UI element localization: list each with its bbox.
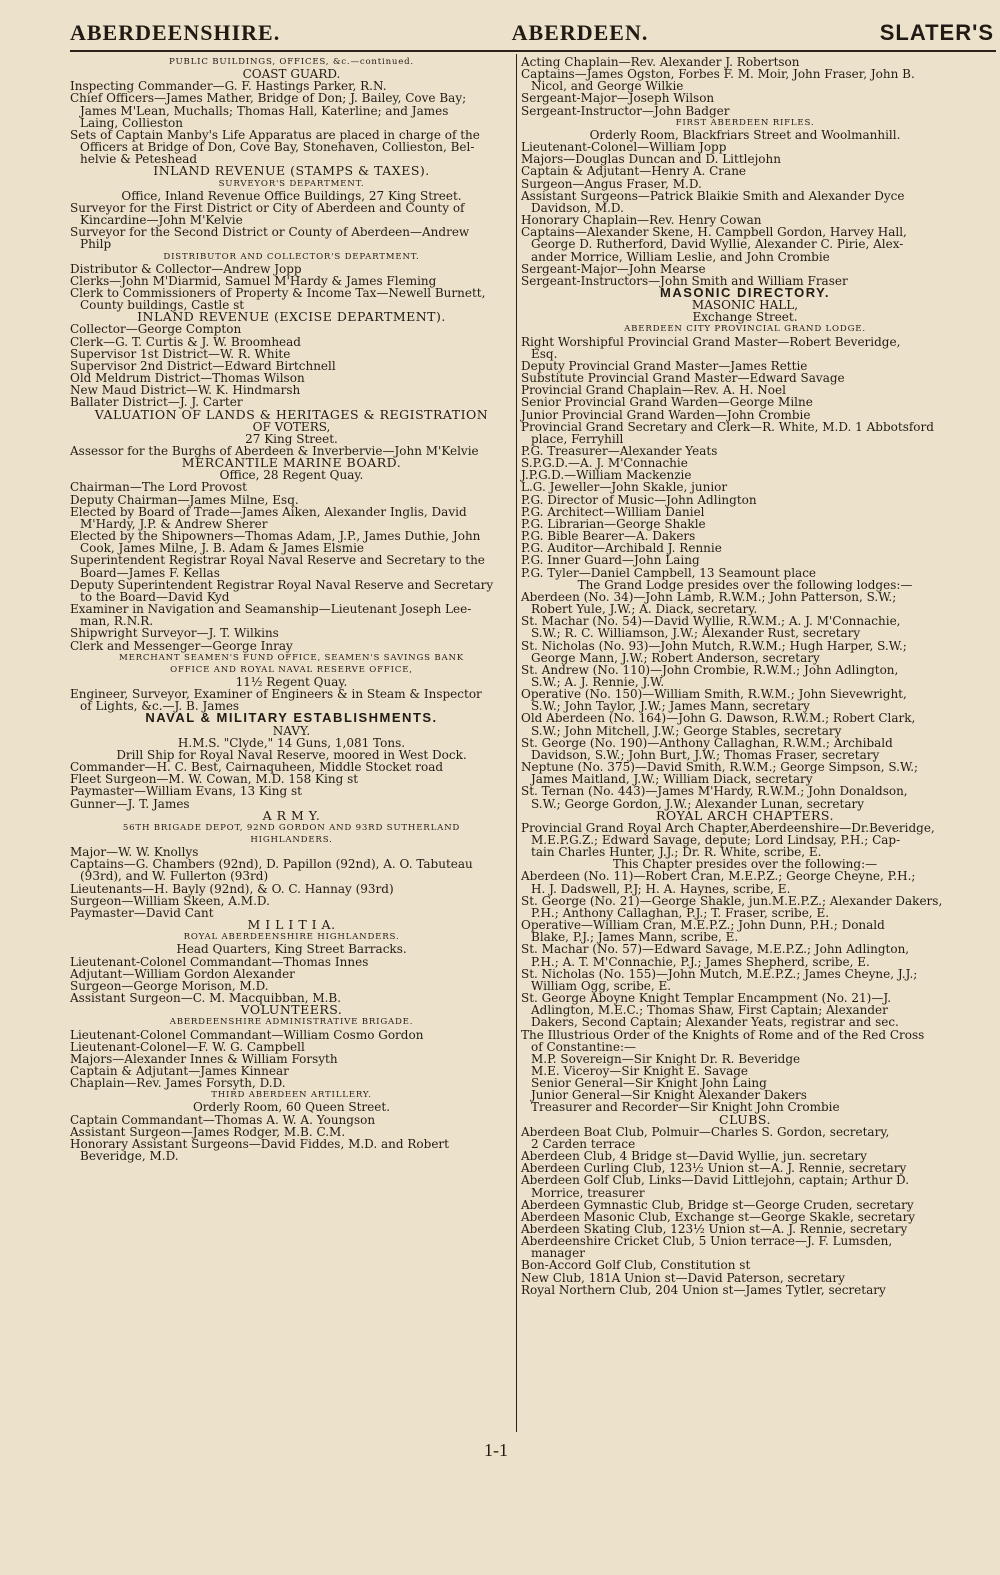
section-heading: ROYAL ARCH CHAPTERS. [656, 807, 834, 823]
entry-line: George D. Rutherford, David Wyllie, Alexander C. Pirie, Alex- [531, 237, 904, 252]
entry-line: Lieutenant-Colonel—F. W. G. Campbell [70, 1039, 305, 1054]
entry-line: Orderly Room, Blackfriars Street and Woolmanhill. [589, 127, 901, 142]
subheading: ROYAL ABERDEENSHIRE HIGHLANDERS. [183, 932, 400, 943]
entry-line: Adjutant—William Gordon Alexander [70, 966, 295, 981]
entry-line: Substitute Provincial Grand Master—Edward Savage [521, 371, 845, 386]
entry-line: Junior Provincial Grand Warden—John Crombie [521, 407, 811, 422]
section-heading: MASONIC DIRECTORY. [659, 284, 830, 300]
entry-line: P.H.; A. T. M'Connachie, P.J.; James Shepherd, scribe, E. [531, 954, 870, 969]
entry-line: James Maitland, J.W.; William Diack, secretary [531, 772, 813, 787]
entry-line: S.W.; John Taylor, J.W.; James Mann, secretary [531, 699, 810, 714]
entry-line: Supervisor 1st District—W. R. White [70, 346, 291, 361]
entry-line: Lieutenant-Colonel Commandant—Thomas Innes [70, 954, 369, 969]
entry-line: Collector—George Compton [70, 322, 242, 337]
entry-line: Orderly Room, 60 Queen Street. [192, 1100, 391, 1115]
entry-line: (93rd), and W. Fullerton (93rd) [80, 869, 269, 884]
entry-line: Treasurer and Recorder—Sir Knight John Crombie [531, 1100, 840, 1115]
section-heading: NAVAL & MILITARY ESTABLISHMENTS. [145, 710, 438, 726]
entry-line: Operative (No. 150)—William Smith, R.W.M.; John Sievewright, [521, 687, 907, 702]
entry-line: Sergeant-Instructor—John Badger [521, 103, 730, 118]
header-town: ABERDEEN. [511, 20, 649, 45]
entry-line: P.G. Inner Guard—John Laing [521, 553, 700, 568]
entry-line: COAST GUARD. [242, 67, 341, 82]
entry-line: M'Hardy, J.P. & Andrew Sherer [80, 516, 268, 531]
entry-line: Aberdeen Skating Club, 123½ Union st—A. J. Rennie, secretary [521, 1222, 908, 1236]
entry-line: Aberdeen (No. 34)—John Lamb, R.W.M.; John Patterson, S.W.; [521, 589, 897, 604]
entry-line: Dakers, Second Captain; Alexander Yeats, registrar and sec. [531, 1015, 899, 1030]
entry-line: P.G. Bible Bearer—A. Dakers [521, 529, 696, 544]
entry-line: Lieutenants—H. Bayly (92nd), & O. C. Hannay (93rd) [70, 881, 394, 896]
subheading: FIRST ABERDEEN RIFLES. [675, 117, 815, 128]
entry-line: Old Aberdeen (No. 164)—John G. Dawson, R.W.M.; Robert Clark, [521, 711, 916, 726]
entry-line: Examiner in Navigation and Seamanship—Lieutenant Joseph Lee- [70, 602, 472, 617]
entry-line: Assessor for the Burghs of Aberdeen & Inverbervie—John M'Kelvie [70, 444, 479, 458]
entry-line: tain Charles Hunter, J.J.; Dr. R. White, scribe, E. [531, 845, 822, 860]
entry-line: Captains—G. Chambers (92nd), D. Papillon (92nd), A. O. Tabuteau [70, 857, 473, 872]
entry-line: Philp [80, 237, 112, 252]
entry-line: Beveridge, M.D. [80, 1149, 179, 1164]
entry-line: Cook, James Milne, J. B. Adam & James Elsmie [80, 541, 365, 556]
subheading: OFFICE AND ROYAL NAVAL RESERVE OFFICE, [170, 664, 413, 675]
entry-line: Ballater District—J. J. Carter [70, 395, 243, 410]
entry-line: Sergeant-Instructors—John Smith and William Fraser [521, 273, 848, 288]
entry-line: The Illustrious Order of the Knights of Rome and of the Red Cross [521, 1027, 925, 1042]
entry-line: Neptune (No. 375)—David Smith, R.W.M.; George Simpson, S.W.; [521, 760, 919, 775]
entry-line: Surgeon—Angus Fraser, M.D. [521, 176, 702, 191]
entry-line: Deputy Provincial Grand Master—James Rettie [521, 358, 808, 373]
entry-line: Clerk to Commissioners of Property & Income Tax—Newell Burnett, [70, 285, 486, 300]
entry-line: The Grand Lodge presides over the following lodges:— [577, 577, 913, 592]
entry-line: P.G. Architect—William Daniel [521, 504, 705, 519]
entry-line: Clerk and Messenger—George Inray [70, 638, 293, 653]
entry-line: Sergeant-Major—Joseph Wilson [521, 91, 715, 106]
header-rule [70, 50, 996, 52]
entry-line: Assistant Surgeon—James Rodger, M.B. C.M. [70, 1124, 346, 1139]
entry-line: H. J. Dadswell, P.J; H. A. Haynes, scribe, E. [531, 881, 791, 896]
entry-line: Senior Provincial Grand Warden—George Milne [521, 395, 813, 410]
entry-line: Captain & Adjutant—Henry A. Crane [521, 164, 747, 179]
entry-line: Distributor & Collector—Andrew Jopp [70, 261, 302, 276]
entry-line: L.G. Jeweller—John Skakle, junior [521, 480, 728, 495]
entry-line: Surgeon—William Skeen, A.M.D. [70, 893, 270, 908]
section-heading: INLAND REVENUE (STAMPS & TAXES). [153, 163, 430, 179]
entry-line: Davidson, M.D. [531, 200, 624, 215]
entry-line: Deputy Chairman—James Milne, Esq. [70, 492, 299, 507]
entry-line: Captains—Alexander Skene, H. Campbell Gordon, Harvey Hall, [521, 225, 907, 240]
entry-line: Royal Northern Club, 204 Union st—James Tytler, secretary [521, 1282, 886, 1297]
entry-line: Lieutenant-Colonel Commandant—William Cosmo Gordon [70, 1027, 424, 1042]
section-heading: VALUATION OF LANDS & HERITAGES & REGISTRATION [94, 406, 489, 422]
entry-line: NAVY. [272, 723, 311, 738]
entry-line: Fleet Surgeon—M. W. Cowan, M.D. 158 King st [70, 772, 359, 787]
entry-line: Clerk—G. T. Curtis & J. W. Broomhead [70, 334, 301, 349]
entry-line: Blake, P.J.; James Mann, scribe, E. [531, 930, 739, 945]
entry-line: St. George Aboyne Knight Templar Encampment (No. 21)—J. [521, 991, 892, 1006]
entry-line: Inspecting Commander—G. F. Hastings Parker, R.N. [70, 79, 387, 94]
entry-line: Lieutenant-Colonel—William Jopp [521, 140, 727, 155]
entry-line: Elected by Board of Trade—James Aiken, Alexander Inglis, David [70, 504, 467, 519]
entry-line: Board—James F. Kellas [80, 565, 220, 580]
entry-line: James M'Lean, Muchalls; Thomas Hall, Katerline; and James [80, 103, 449, 118]
right-column [521, 56, 969, 1296]
entry-line: P.G. Librarian—George Shakle [521, 516, 706, 531]
entry-line: Assistant Surgeons—Patrick Blaikie Smith and Alexander Dyce [521, 188, 905, 203]
entry-line: Head Quarters, King Street Barracks. [176, 942, 407, 957]
entry-line: Surveyor for the Second District or County of Aberdeen—Andrew [70, 225, 470, 240]
entry-line: M.E. Viceroy—Sir Knight E. Savage [531, 1063, 749, 1078]
entry-line: Shipwright Surveyor—J. T. Wilkins [70, 626, 279, 641]
entry-line: Sets of Captain Manby's Life Apparatus are placed in charge of the [70, 127, 480, 142]
entry-line: Honorary Assistant Surgeons—David Fiddes, M.D. and Robert [70, 1136, 449, 1151]
column-divider [516, 54, 517, 1432]
entry-line: Surveyor for the First District or City of Aberdeen and County of [70, 200, 465, 215]
section-heading: M I L I T I A. [247, 917, 336, 933]
header-county: ABERDEENSHIRE. [70, 20, 281, 45]
entry-line: Provincial Grand Royal Arch Chapter,Aberdeenshire—Dr.Beveridge, [521, 820, 935, 835]
entry-line: 11½ Regent Quay. [235, 674, 348, 689]
entry-line: St. Andrew (No. 110)—John Crombie, R.W.M.; John Adlington, [521, 662, 899, 677]
section-heading: A R M Y. [262, 807, 321, 823]
subheading: 56TH BRIGADE DEPOT, 92ND GORDON AND 93RD SUTHERLAND [122, 822, 461, 833]
entry-line: OF VOTERS, [252, 419, 331, 434]
entry-line: to the Board—David Kyd [80, 589, 230, 604]
entry-line: of Lights, &c.—J. B. James [80, 699, 240, 714]
entry-line: Majors—Alexander Innes & William Forsyth [70, 1051, 338, 1066]
entry-line: man, R.N.R. [80, 614, 154, 629]
entry-line: New Club, 181A Union st—David Paterson, secretary [521, 1270, 845, 1285]
entry-line: Right Worshipful Provincial Grand Master—Robert Beveridge, [521, 334, 901, 349]
entry-line: Junior General—Sir Knight Alexander Dakers [531, 1088, 807, 1103]
entry-line: Paymaster—David Cant [70, 905, 214, 920]
entry-line: S.P.G.D.—A. J. M'Connachie [521, 456, 688, 471]
subheading: ABERDEEN CITY PROVINCIAL GRAND LODGE. [624, 324, 866, 335]
entry-line: Captain & Adjutant—James Kinnear [70, 1063, 289, 1078]
entry-line: Office, Inland Revenue Office Buildings, 27 King Street. [121, 188, 462, 203]
entry-line: St. Machar (No. 54)—David Wyllie, R.W.M.; A. J. M'Connachie, [521, 614, 901, 629]
subheading: SURVEYOR'S DEPARTMENT. [218, 178, 365, 189]
entry-line: Captains—James Ogston, Forbes F. M. Moir, John Fraser, John B. [521, 67, 915, 82]
entry-line: Aberdeen (No. 11)—Robert Cran, M.E.P.Z.; George Cheyne, P.H.; [521, 869, 916, 884]
header-publisher: SLATER'S [879, 20, 994, 45]
entry-line: ander Morrice, William Leslie, and John Crombie [531, 249, 830, 264]
entry-line: Senior General—Sir Knight John Laing [531, 1076, 767, 1091]
section-heading: MERCANTILE MARINE BOARD. [181, 455, 402, 471]
entry-line: P.G. Treasurer—Alexander Yeats [521, 444, 718, 458]
entry-line: J.P.G.D.—William Mackenzie [521, 468, 692, 483]
entry-line: Superintendent Registrar Royal Naval Reserve and Secretary to the [70, 553, 485, 568]
entry-line: Majors—Douglas Duncan and D. Littlejohn [521, 152, 781, 167]
entry-line: St. George (No. 21)—George Shakle, jun.M.E.P.Z.; Alexander Dakers, [521, 893, 943, 908]
entry-line: Acting Chaplain—Rev. Alexander J. Robertson [521, 55, 800, 69]
entry-line: Operative—William Cran, M.E.P.Z.; John Dunn, P.H.; Donald [521, 918, 885, 933]
entry-line: M.P. Sovereign—Sir Knight Dr. R. Beveridge [531, 1051, 801, 1066]
entry-line: Esq. [531, 346, 558, 361]
entry-line: S.W.; George Gordon, J.W.; Alexander Lunan, secretary [531, 796, 865, 811]
entry-line: Assistant Surgeon—C. M. Macquibban, M.B. [70, 991, 342, 1006]
entry-line: Supervisor 2nd District—Edward Birtchnell [70, 358, 336, 373]
entry-line: Aberdeen Boat Club, Polmuir—Charles S. Gordon, secretary, [521, 1124, 890, 1139]
entry-line: Major—W. W. Knollys [70, 845, 199, 860]
entry-line: Gunner—J. T. James [70, 796, 190, 811]
entry-line: place, Ferryhill [531, 431, 624, 446]
entry-line: Adlington, M.E.C.; Thomas Shaw, First Captain; Alexander [531, 1003, 888, 1018]
entry-line: Office, 28 Regent Quay. [219, 468, 364, 483]
entry-line: Aberdeen Golf Club, Links—David Littlejohn, captain; Arthur D. [521, 1173, 910, 1188]
entry-line: 2 Carden terrace [531, 1136, 636, 1151]
entry-line: Davidson, S.W.; John Burt, J.W.; Thomas Fraser, secretary [531, 747, 880, 762]
entry-line: Old Meldrum District—Thomas Wilson [70, 371, 305, 386]
entry-line: P.H.; Anthony Callaghan, P.J.; T. Fraser, scribe, E. [531, 905, 830, 920]
entry-line: Paymaster—William Evans, 13 King st [70, 784, 302, 799]
entry-line: manager [531, 1246, 585, 1261]
entry-line: George Mann, J.W.; Robert Anderson, secretary [531, 650, 820, 665]
entry-line: Sergeant-Major—John Mearse [521, 261, 706, 276]
entry-line: St. Machar (No. 57)—Edward Savage, M.E.P.Z.; John Adlington, [521, 942, 910, 957]
entry-line: Captain Commandant—Thomas A. W. A. Youngson [70, 1112, 376, 1127]
entry-line: Aberdeen Gymnastic Club, Bridge st—George Cruden, secretary [521, 1197, 914, 1212]
entry-line: S.W.; R. C. Williamson, J.W.; Alexander Rust, secretary [531, 626, 861, 641]
entry-line: P.G. Director of Music—John Adlington [521, 492, 757, 507]
entry-line: M.E.P.G.Z.; Edward Savage, depute; Lord Lindsay, P.H.; Cap- [531, 833, 901, 847]
left-column [70, 56, 513, 1162]
entry-line: St. Nicholas (No. 155)—John Mutch, M.E.P.Z.; James Cheyne, J.J.; [521, 966, 918, 981]
entry-line: Chief Officers—James Mather, Bridge of Don; J. Bailey, Cove Bay; [70, 91, 467, 106]
running-header [70, 16, 994, 46]
entry-line: helvie & Peteshead [80, 152, 198, 167]
entry-line: Aberdeen Curling Club, 123½ Union st—A. J. Rennie, secretary [521, 1161, 907, 1176]
entry-line: Provincial Grand Chaplain—Rev. A. H. Noel [521, 383, 786, 398]
entry-line: Morrice, treasurer [531, 1185, 645, 1200]
entry-line: Officers at Bridge of Don, Cove Bay, Stonehaven, Collieston, Bel- [80, 140, 475, 155]
entry-line: S.W.; A. J. Rennie, J.W. [531, 674, 665, 689]
entry-line: Surgeon—George Morison, M.D. [70, 978, 269, 993]
entry-line: Bon-Accord Golf Club, Constitution st [521, 1258, 751, 1273]
entry-line: P.G. Auditor—Archibald J. Rennie [521, 541, 722, 556]
entry-line: Commander—H. C. Best, Cairnaquheen, Middle Stocket road [70, 760, 444, 775]
entry-line: Provincial Grand Secretary and Clerk—R. White, M.D. 1 Abbotsford [521, 419, 934, 434]
section-heading: VOLUNTEERS. [240, 1002, 343, 1018]
entry-line: Honorary Chaplain—Rev. Henry Cowan [521, 213, 762, 228]
entry-line: Kincardine—John M'Kelvie [80, 213, 243, 228]
subheading: ABERDEENSHIRE ADMINISTRATIVE BRIGADE. [169, 1017, 414, 1028]
entry-line: Engineer, Surveyor, Examiner of Engineers & in Steam & Inspector [70, 687, 482, 702]
page-number: 1-1 [484, 1440, 508, 1460]
subheading: HIGHLANDERS. [250, 835, 333, 845]
entry-line: Elected by the Shipowners—Thomas Adam, J.P., James Duthie, John [70, 529, 481, 544]
entry-line: Deputy Superintendent Registrar Royal Naval Reserve and Secretary [70, 577, 494, 592]
entry-line: Exchange Street. [692, 310, 798, 325]
entry-line: Drill Ship for Royal Naval Reserve, moored in West Dock. [116, 747, 467, 762]
subheading: DISTRIBUTOR AND COLLECTOR'S DEPARTMENT. [163, 251, 420, 262]
entry-line: County buildings, Castle st [80, 298, 245, 313]
entry-line: St. George (No. 190)—Anthony Callaghan, R.W.M.; Archibald [521, 735, 893, 750]
entry-line: P.G. Tyler—Daniel Campbell, 13 Seamount place [521, 565, 817, 580]
section-heading: INLAND REVENUE (EXCISE DEPARTMENT). [137, 309, 446, 325]
entry-line: Chaplain—Rev. James Forsyth, D.D. [70, 1076, 286, 1091]
entry-line: Nicol, and George Wilkie [531, 79, 684, 94]
entry-line: H.M.S. "Clyde," 14 Guns, 1,081 Tons. [177, 735, 406, 750]
entry-line: MASONIC HALL, [691, 298, 799, 313]
entry-line: of Constantine:— [531, 1039, 637, 1054]
entry-line: 27 King Street. [245, 431, 338, 446]
entry-line: Aberdeen Club, 4 Bridge st—David Wyllie, jun. secretary [521, 1149, 867, 1164]
subheading: PUBLIC BUILDINGS, OFFICES, &c.—continued. [169, 57, 414, 67]
entry-line: Aberdeenshire Cricket Club, 5 Union terrace—J. F. Lumsden, [521, 1234, 893, 1249]
entry-line: St. Nicholas (No. 93)—John Mutch, R.W.M.; Hugh Harper, S.W.; [521, 638, 907, 653]
entry-line: Laing, Collieston [80, 115, 183, 130]
subheading: THIRD ABERDEEN ARTILLERY. [211, 1090, 372, 1101]
entry-line: This Chapter presides over the following:— [612, 857, 878, 872]
section-heading: CLUBS. [719, 1111, 771, 1127]
entry-line: Robert Yule, J.W.; A. Diack, secretary. [531, 602, 758, 617]
entry-line: S.W.; John Mitchell, J.W.; George Stables, secretary [531, 723, 842, 738]
subheading: MERCHANT SEAMEN'S FUND OFFICE, SEAMEN'S SAVINGS BANK [118, 652, 465, 663]
entry-line: Clerks—John M'Diarmid, Samuel M'Hardy & James Fleming [70, 273, 437, 288]
entry-line: New Maud District—W. K. Hindmarsh [70, 383, 301, 398]
entry-line: St. Ternan (No. 443)—James M'Hardy, R.W.M.; John Donaldson, [521, 784, 908, 799]
entry-line: Chairman—The Lord Provost [70, 480, 247, 495]
entry-line: William Ogg, scribe, E. [531, 978, 672, 993]
entry-line: Aberdeen Masonic Club, Exchange st—George Skakle, secretary [521, 1209, 916, 1224]
